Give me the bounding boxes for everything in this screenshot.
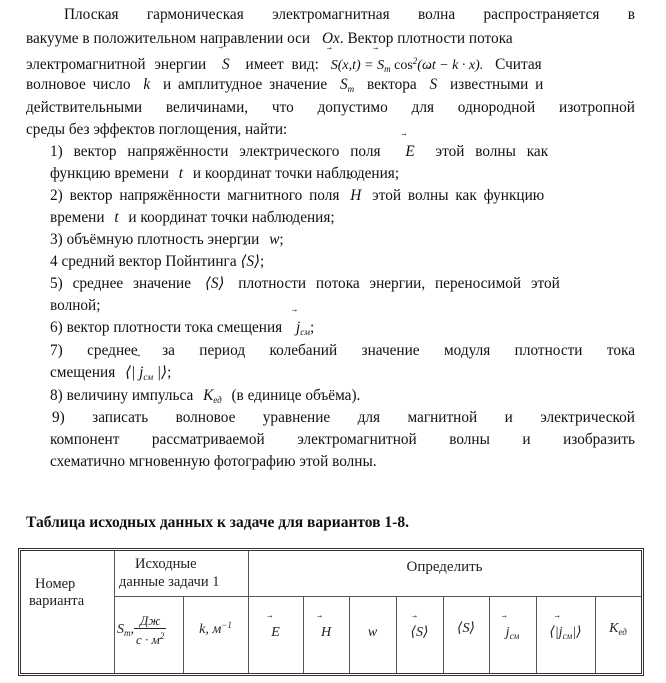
item-number: 4 [50,253,58,270]
col-k-ed: $K_{ед}$ [609,621,627,637]
list-item-4 [50,253,264,271]
subheader-sm: $S_m$, $\frac{Дж}{с \cdot м^2}$ [117,613,165,647]
vector-s-symbol: S [222,56,230,73]
displacement-current-j: $j_{см}$ [296,319,310,337]
list-item-2-cont [50,209,335,227]
intro-text-7: волновое число [26,76,131,93]
item-text: величину импульса [66,387,194,404]
col-j-cm: $j_{см}$ [505,625,520,641]
item-text-d: и координат точки наблюдения; [128,209,335,226]
header-initial-data: Исходные данные задачи 1 [119,556,220,590]
list-item-3 [50,231,284,249]
amplitude-sm: $S_m$ [339,76,355,94]
item-number: 1) [50,143,63,160]
intro-text-11: действительными величинами, что допустимо для однородной изотропной [26,99,635,116]
list-item-1-cont [50,165,399,183]
col-w: w [367,625,378,640]
intro-text-12: среды без эффектов поглощения, найти: [26,121,288,138]
item-text: объёмную плотность энергии [66,231,260,248]
subheader-k: k, $м^{-1}$ [199,620,232,637]
list-item-9-cont-2 [50,453,377,471]
header-variant: Номер варианта [29,576,85,609]
item-number: 2) [50,187,63,204]
list-item-6 [50,319,314,341]
item-text-b: плотности потока энергии, переносимой этой [238,275,560,292]
item-text-c: волной; [50,297,101,314]
intro-text-4: электромагнитной энергии [26,56,207,73]
item-text: записать волновое уравнение для магнитной и электрической [92,409,635,426]
time-t: t [178,165,184,182]
col-mean-s: ⟨S⟩ [457,621,475,636]
momentum-k: $K_{ед}$ [203,387,222,405]
item-text-d: схематично мгновенную фотографию этой волны. [50,453,377,470]
mean-abs-j: ⟨| $j_{см}$ |⟩ [125,364,168,382]
col-h-vector: H [320,625,332,640]
intro-text-6: Считая [495,56,542,73]
vector-e-symbol: E [405,143,415,160]
item-text: вектор напряжённости магнитного поля [69,187,340,204]
item-text-c: компонент рассматриваемой электромагнитной волны и изобразить [50,431,635,448]
list-item-5-cont [50,297,100,315]
table-divider [114,596,641,597]
list-item-7 [50,342,635,360]
list-item-9-cont-1 [50,431,635,449]
col-mean-abs-j: ⟨| $j_{см}|⟩$ [549,625,582,641]
col-e-vector: E [271,625,280,640]
item-text-b: ; [260,253,265,270]
item-text: среднее за период колебаний значение модуля плотности тока [87,342,635,359]
energy-density-w: w [269,231,280,248]
wave-number-k: k [143,76,151,93]
intro-line-5 [26,99,635,117]
item-text-b: (в единице объёма). [231,387,361,404]
item-text-c: функцию времени [50,165,169,182]
item-number: 8) [50,387,63,404]
intro-text-1: Плоская гармоническая электромагнитная волна распространяется в [64,6,635,23]
intro-text-9: вектора [366,76,417,93]
item-number: 3) [50,231,63,248]
poynting-formula: S(x,t) = $S_m$ $\cos^2(\omega t - k \cdot x)$. [330,56,484,74]
list-item-7-cont [50,364,171,386]
header-determine: Определить [406,559,483,575]
table-title: Таблица исходных данных к задаче для вариантов 1-8. [26,514,409,531]
item-text-b: этой волны как [435,143,549,160]
item-number: 5) [50,275,63,292]
intro-text-8: и амплитудное значение [163,76,328,93]
list-item-8 [50,387,360,409]
item-text-b: ; [310,319,315,336]
item-text: вектор напряжённости электрического поля [73,143,381,160]
intro-line-6 [26,121,287,139]
list-item-9 [52,409,635,427]
axis-ox: Ox [321,30,340,47]
intro-text-3: . Вектор плотности потока [339,30,513,47]
item-text-b: этой волны как функцию [372,187,545,204]
list-item-2 [50,187,635,205]
col-mean-s-vector: ⟨ S⟩ [410,625,429,640]
vector-s-symbol-2: S [429,76,438,93]
intro-line-2 [26,30,636,48]
item-text: средний вектор Пойнтинга [61,253,237,270]
item-text: среднее значение [72,275,192,292]
mean-poynting-vector: ⟨ S⟩ [240,253,261,270]
vector-h-symbol: H [350,187,362,204]
intro-text-10: известными и [450,76,544,93]
item-number: 9) [52,409,65,426]
list-item-1 [50,143,635,161]
item-number: 7) [50,342,63,359]
intro-line-4 [26,76,636,98]
item-text-b: ; [279,231,284,248]
intro-text-5: имеет вид: [245,56,319,73]
item-text-c: времени [50,209,105,226]
item-text: вектор плотности тока смещения [66,319,283,336]
mean-s-scalar: ⟨S⟩ [204,275,225,292]
item-number: 6) [50,319,63,336]
item-text-c: смещения [50,364,116,381]
list-item-5 [50,275,635,293]
table-divider [114,551,115,673]
data-table [18,548,644,676]
item-text-b: ; [167,364,172,381]
time-t: t [114,209,119,226]
intro-line-1 [64,6,635,24]
intro-line-3 [26,52,636,78]
intro-text-2: вакууме в положительном направлении оси [26,30,311,47]
item-text-d: и координат точки наблюдения; [192,165,400,182]
